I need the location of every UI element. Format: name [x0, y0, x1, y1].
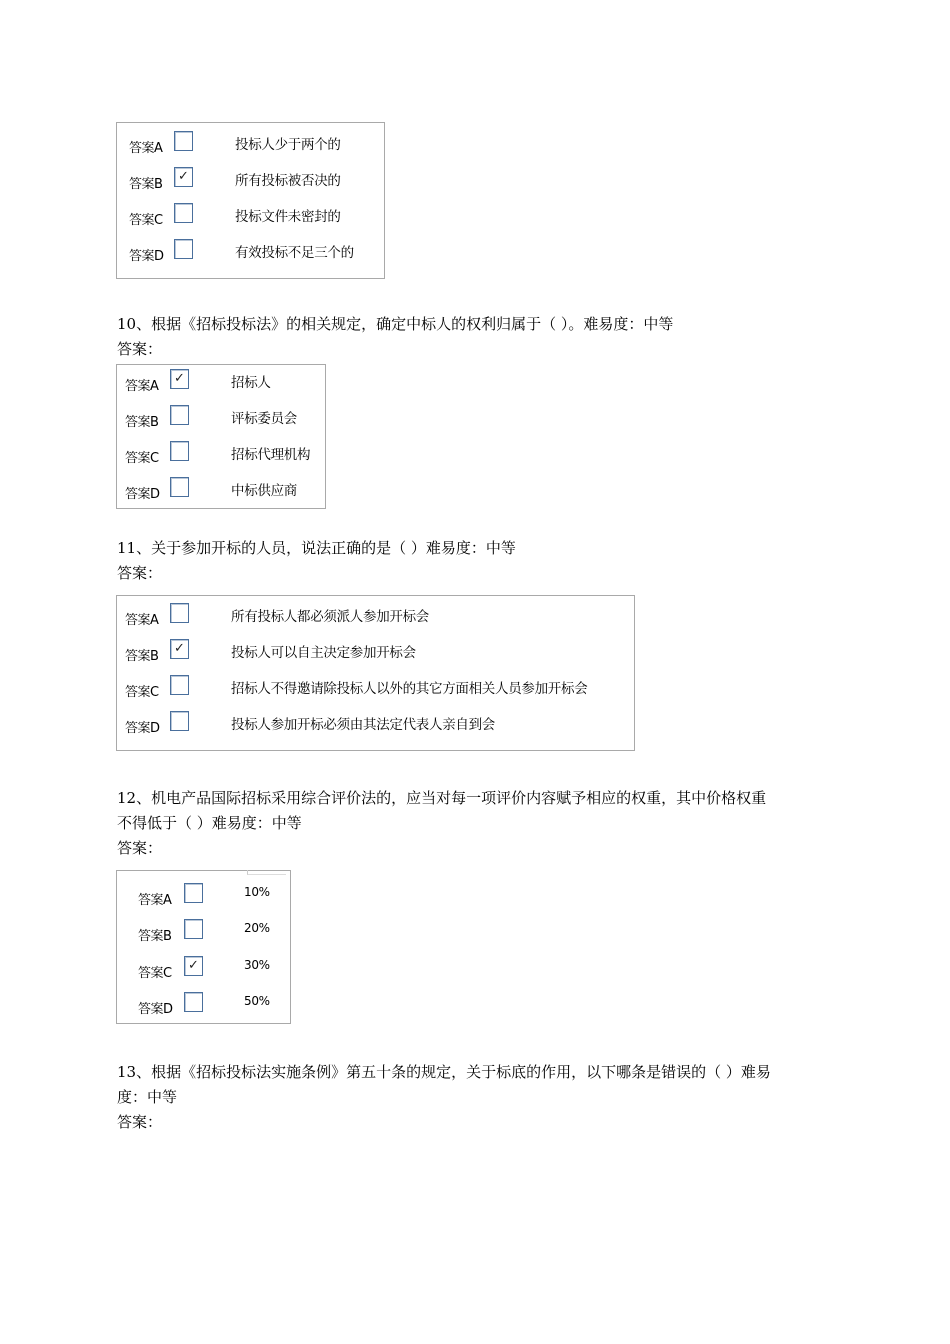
checkbox[interactable] [174, 203, 193, 223]
checkbox[interactable] [170, 441, 189, 461]
answer-panel-q9 [116, 122, 385, 279]
option-label: 答案A [125, 379, 159, 394]
checkbox[interactable] [174, 131, 193, 151]
option-label: 答案C [125, 451, 159, 466]
option-text: 50% [244, 994, 270, 1008]
checkbox[interactable] [170, 711, 189, 731]
answer-label: 答案： [117, 340, 163, 358]
checkmark-icon: ✓ [178, 169, 189, 184]
option-label: 答案B [125, 649, 159, 664]
option-label: 答案D [138, 1002, 173, 1017]
checkbox[interactable] [184, 883, 203, 903]
checkmark-icon: ✓ [174, 371, 185, 386]
question-text-line1: 13、根据《招标投标法实施条例》第五十条的规定，关于标底的作用，以下哪条是错误的（ ）难易 [117, 1063, 771, 1081]
checkbox-checked[interactable] [184, 956, 203, 976]
answer-label: 答案： [117, 839, 163, 857]
question-text: 11、关于参加开标的人员，说法正确的是（ ）难易度：中等 [117, 539, 516, 557]
option-label: 答案D [125, 487, 160, 502]
checkmark-icon: ✓ [188, 958, 199, 973]
option-label: 答案A [129, 141, 163, 156]
option-text: 招标人不得邀请除投标人以外的其它方面相关人员参加开标会 [231, 681, 588, 697]
option-label: 答案C [138, 966, 172, 981]
option-text: 投标人可以自主决定参加开标会 [231, 645, 416, 661]
checkbox-checked[interactable] [170, 369, 189, 389]
checkmark-icon: ✓ [174, 641, 185, 656]
answer-panel-q11 [116, 595, 635, 751]
option-text: 所有投标人都必须派人参加开标会 [231, 609, 429, 625]
option-label: 答案A [125, 613, 159, 628]
option-text: 投标人参加开标必须由其法定代表人亲自到会 [231, 717, 495, 733]
question-10 [117, 312, 839, 362]
option-text: 20% [244, 921, 270, 935]
checkbox[interactable] [174, 239, 193, 259]
question-13 [117, 1060, 839, 1135]
option-text: 10% [244, 885, 270, 899]
question-text-line2: 不得低于（ ）难易度：中等 [117, 814, 302, 832]
panel-corner [247, 870, 286, 875]
option-text: 中标供应商 [231, 483, 297, 499]
option-label: 答案B [138, 929, 172, 944]
option-text: 招标代理机构 [231, 447, 311, 463]
option-text: 投标人少于两个的 [235, 137, 341, 153]
question-text: 10、根据《招标投标法》的相关规定，确定中标人的权利归属于（ ）。难易度：中等 [117, 315, 674, 333]
option-text: 所有投标被否决的 [235, 173, 341, 189]
option-label: 答案C [125, 685, 159, 700]
question-11 [117, 536, 839, 586]
question-text-line2: 度：中等 [117, 1088, 178, 1106]
checkbox[interactable] [184, 919, 203, 939]
checkbox[interactable] [170, 477, 189, 497]
option-text: 有效投标不足三个的 [235, 245, 354, 261]
checkbox-checked[interactable] [174, 167, 193, 187]
answer-label: 答案： [117, 564, 163, 582]
checkbox[interactable] [170, 675, 189, 695]
checkbox[interactable] [170, 603, 189, 623]
option-label: 答案D [129, 249, 164, 264]
option-label: 答案D [125, 721, 160, 736]
option-label: 答案C [129, 213, 163, 228]
option-label: 答案B [125, 415, 159, 430]
option-label: 答案B [129, 177, 163, 192]
checkbox[interactable] [170, 405, 189, 425]
option-text: 30% [244, 958, 270, 972]
option-text: 投标文件未密封的 [235, 209, 341, 225]
question-12 [117, 786, 839, 861]
answer-panel-q12 [116, 870, 291, 1024]
option-text: 招标人 [231, 375, 271, 391]
checkbox[interactable] [184, 992, 203, 1012]
answer-label: 答案： [117, 1113, 163, 1131]
checkbox-checked[interactable] [170, 639, 189, 659]
option-label: 答案A [138, 893, 172, 908]
answer-panel-q10 [116, 364, 326, 509]
option-text: 评标委员会 [231, 411, 297, 427]
question-text-line1: 12、机电产品国际招标采用综合评价法的，应当对每一项评价内容赋予相应的权重，其中价格权重 [117, 789, 767, 807]
